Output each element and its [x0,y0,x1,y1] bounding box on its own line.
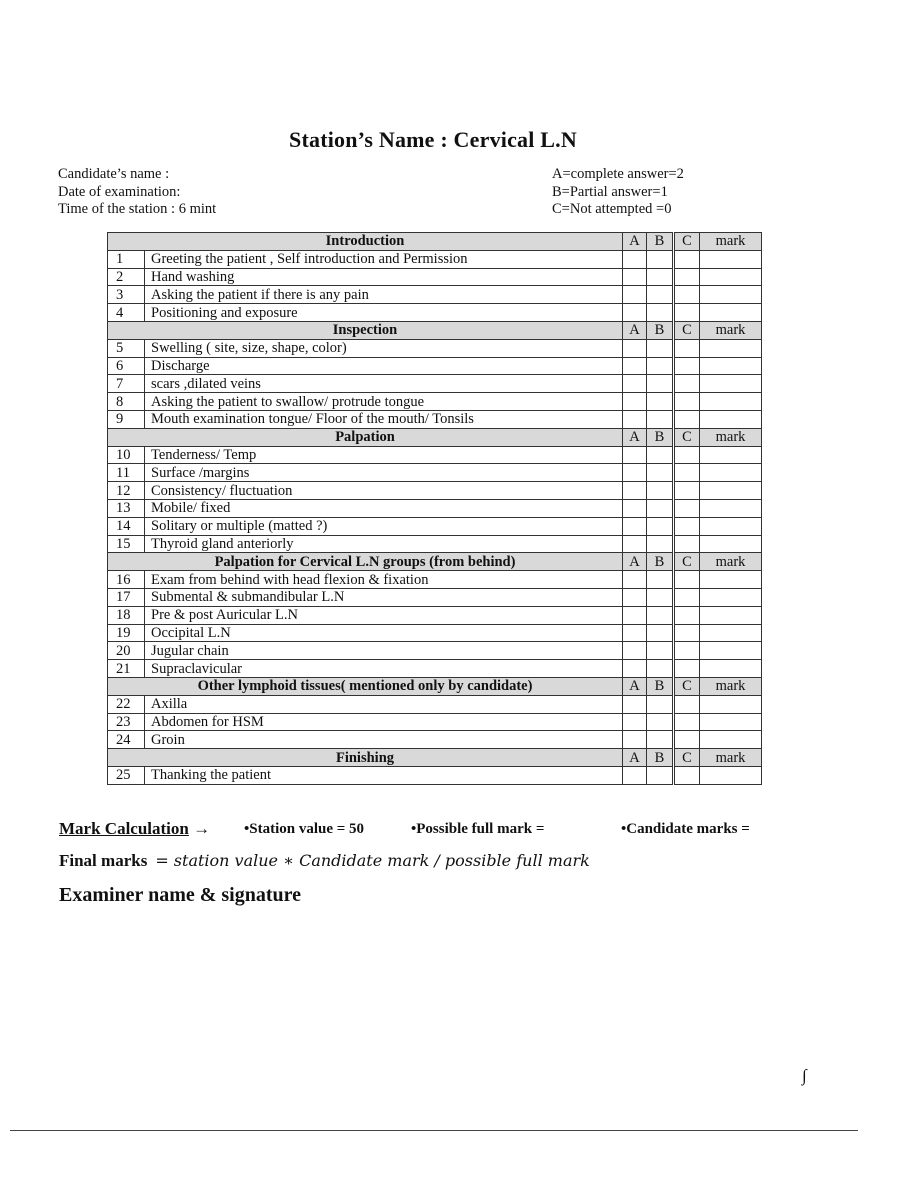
table-row [108,375,762,393]
score-cell-b[interactable] [647,286,674,304]
mark-cell[interactable] [700,588,762,606]
column-header-mark: mark [700,321,762,339]
table-row [108,642,762,660]
final-marks [59,851,590,871]
score-cell-c[interactable] [674,304,700,322]
score-cell-a[interactable] [623,286,647,304]
item-number: 15 [108,535,145,553]
column-header-a: A [623,749,647,767]
score-cell-c[interactable] [674,499,700,517]
score-cell-b[interactable] [647,375,674,393]
item-text: Thyroid gland anteriorly [145,535,623,553]
score-cell-b[interactable] [647,464,674,482]
final-marks-formula: = station value ∗ Candidate mark / possible full mark [155,851,590,870]
score-cell-b[interactable] [647,588,674,606]
station-value: •Station value = 50 [244,821,365,837]
table-row [108,482,762,500]
item-number: 2 [108,268,145,286]
score-cell-c[interactable] [674,482,700,500]
column-header-c: C [674,553,700,571]
score-cell-c[interactable] [674,286,700,304]
item-text: Surface /margins [145,464,623,482]
item-text: Groin [145,731,623,749]
mark-cell[interactable] [700,766,762,784]
score-cell-b[interactable] [647,766,674,784]
section-title: Palpation for Cervical L.N groups (from behind) [108,553,623,571]
candidate-info [58,166,216,219]
item-text: Positioning and exposure [145,304,623,322]
column-header-mark: mark [700,677,762,695]
score-cell-c[interactable] [674,464,700,482]
column-header-b: B [647,233,674,251]
table-row [108,393,762,411]
score-cell-a[interactable] [623,517,647,535]
column-header-a: A [623,321,647,339]
item-number: 24 [108,731,145,749]
score-cell-a[interactable] [623,410,647,428]
score-cell-c[interactable] [674,393,700,411]
score-cell-c[interactable] [674,517,700,535]
item-text: Hand washing [145,268,623,286]
item-number: 5 [108,339,145,357]
table-row [108,713,762,731]
mark-calculation-label: Mark Calculation [59,819,189,838]
item-number: 10 [108,446,145,464]
item-text: Asking the patient to swallow/ protrude tongue [145,393,623,411]
mark-cell[interactable] [700,339,762,357]
score-cell-b[interactable] [647,393,674,411]
score-cell-b[interactable] [647,571,674,589]
table-row [108,766,762,784]
item-number: 6 [108,357,145,375]
item-text: Tenderness/ Temp [145,446,623,464]
table-row [108,731,762,749]
score-cell-a[interactable] [623,499,647,517]
score-cell-a[interactable] [623,375,647,393]
mark-cell[interactable] [700,304,762,322]
score-cell-c[interactable] [674,250,700,268]
score-cell-b[interactable] [647,517,674,535]
table-row [108,517,762,535]
score-cell-a[interactable] [623,660,647,678]
score-cell-c[interactable] [674,731,700,749]
score-cell-b[interactable] [647,624,674,642]
section-header-row [108,749,762,767]
item-text: Jugular chain [145,642,623,660]
table-row [108,624,762,642]
table-row [108,695,762,713]
table-row [108,286,762,304]
column-header-c: C [674,677,700,695]
arrow-icon: → [188,819,211,838]
item-number: 11 [108,464,145,482]
item-number: 17 [108,588,145,606]
item-number: 1 [108,250,145,268]
section-header-row [108,553,762,571]
mark-cell[interactable] [700,482,762,500]
column-header-b: B [647,677,674,695]
score-cell-a[interactable] [623,624,647,642]
table-row [108,660,762,678]
score-cell-a[interactable] [623,731,647,749]
mark-cell[interactable] [700,660,762,678]
score-cell-b[interactable] [647,660,674,678]
item-number: 3 [108,286,145,304]
candidate-marks: •Candidate marks = [621,821,750,837]
table-row [108,410,762,428]
examiner-signature-label: Examiner name & signature [59,884,302,906]
item-text: Supraclavicular [145,660,623,678]
score-cell-b[interactable] [647,339,674,357]
item-text: Solitary or multiple (matted ?) [145,517,623,535]
score-cell-c[interactable] [674,660,700,678]
station-time-label: Time of the station : 6 mint [58,201,217,217]
score-cell-b[interactable] [647,606,674,624]
item-text: Discharge [145,357,623,375]
score-cell-b[interactable] [647,268,674,286]
score-cell-a[interactable] [623,695,647,713]
score-cell-b[interactable] [647,731,674,749]
column-header-a: A [623,677,647,695]
score-cell-a[interactable] [623,339,647,357]
score-cell-b[interactable] [647,446,674,464]
score-cell-c[interactable] [674,571,700,589]
table-row [108,464,762,482]
grade-a-key: A=complete answer=2 [552,166,684,182]
column-header-c: C [674,749,700,767]
mark-cell[interactable] [700,535,762,553]
table-row [108,357,762,375]
final-marks-label: Final marks [59,851,148,870]
score-cell-a[interactable] [623,482,647,500]
score-cell-b[interactable] [647,304,674,322]
score-cell-a[interactable] [623,446,647,464]
score-cell-c[interactable] [674,588,700,606]
mark-cell[interactable] [700,268,762,286]
score-cell-c[interactable] [674,375,700,393]
grade-c-key: C=Not attempted =0 [552,201,672,217]
score-cell-c[interactable] [674,713,700,731]
score-cell-a[interactable] [623,571,647,589]
item-number: 13 [108,499,145,517]
section-title: Inspection [108,321,623,339]
score-cell-b[interactable] [647,642,674,660]
mark-calculation [59,819,750,839]
footer-mark: ∫ [802,1066,807,1085]
item-number: 16 [108,571,145,589]
score-cell-c[interactable] [674,606,700,624]
checklist-table [107,232,762,785]
table-row [108,446,762,464]
item-text: Thanking the patient [145,766,623,784]
station-title: Station’s Name : Cervical L.N [289,127,577,152]
mark-cell[interactable] [700,731,762,749]
section-header-row [108,428,762,446]
mark-cell[interactable] [700,464,762,482]
item-number: 9 [108,410,145,428]
mark-cell[interactable] [700,695,762,713]
score-cell-c[interactable] [674,446,700,464]
item-text: scars ,dilated veins [145,375,623,393]
item-number: 12 [108,482,145,500]
section-title: Introduction [108,233,623,251]
mark-cell[interactable] [700,517,762,535]
score-cell-a[interactable] [623,250,647,268]
table-row [108,268,762,286]
column-header-a: A [623,553,647,571]
column-header-b: B [647,749,674,767]
score-cell-a[interactable] [623,713,647,731]
mark-cell[interactable] [700,357,762,375]
score-cell-c[interactable] [674,357,700,375]
mark-cell[interactable] [700,642,762,660]
score-cell-a[interactable] [623,393,647,411]
score-cell-a[interactable] [623,535,647,553]
table-row [108,339,762,357]
table-row [108,588,762,606]
score-cell-c[interactable] [674,339,700,357]
score-cell-c[interactable] [674,766,700,784]
mark-cell[interactable] [700,713,762,731]
score-cell-b[interactable] [647,357,674,375]
column-header-a: A [623,428,647,446]
mark-cell[interactable] [700,624,762,642]
item-number: 23 [108,713,145,731]
item-text: Mobile/ fixed [145,499,623,517]
table-row [108,304,762,322]
mark-cell[interactable] [700,375,762,393]
table-row [108,250,762,268]
item-number: 8 [108,393,145,411]
section-header-row [108,321,762,339]
column-header-c: C [674,428,700,446]
score-cell-a[interactable] [623,268,647,286]
candidate-name-label: Candidate’s name : [58,166,170,182]
column-header-mark: mark [700,428,762,446]
score-cell-c[interactable] [674,642,700,660]
score-cell-b[interactable] [647,250,674,268]
column-header-b: B [647,553,674,571]
score-cell-a[interactable] [623,606,647,624]
item-number: 22 [108,695,145,713]
column-header-mark: mark [700,233,762,251]
column-header-mark: mark [700,749,762,767]
section-title: Finishing [108,749,623,767]
mark-cell[interactable] [700,606,762,624]
mark-cell[interactable] [700,499,762,517]
score-cell-a[interactable] [623,766,647,784]
score-cell-c[interactable] [674,410,700,428]
item-number: 7 [108,375,145,393]
table-row [108,606,762,624]
mark-cell[interactable] [700,571,762,589]
score-cell-a[interactable] [623,588,647,606]
score-cell-b[interactable] [647,713,674,731]
section-title: Palpation [108,428,623,446]
score-cell-b[interactable] [647,695,674,713]
item-number: 21 [108,660,145,678]
score-cell-a[interactable] [623,642,647,660]
score-cell-b[interactable] [647,535,674,553]
item-text: Exam from behind with head flexion & fixation [145,571,623,589]
table-row [108,571,762,589]
grading-key [552,166,684,219]
exam-date-label: Date of examination: [58,183,181,200]
score-cell-b[interactable] [647,410,674,428]
score-cell-a[interactable] [623,464,647,482]
column-header-a: A [623,233,647,251]
column-header-c: C [674,233,700,251]
item-text: Submental & submandibular L.N [145,588,623,606]
item-text: Greeting the patient , Self introduction and Permission [145,250,623,268]
table-row [108,535,762,553]
grade-b-key: B=Partial answer=1 [552,183,668,200]
score-cell-b[interactable] [647,482,674,500]
section-header-row [108,233,762,251]
column-header-b: B [647,321,674,339]
item-text: Consistency/ fluctuation [145,482,623,500]
footer-divider [10,1130,858,1131]
possible-full-mark: •Possible full mark = [411,821,545,837]
item-text: Pre & post Auricular L.N [145,606,623,624]
item-number: 20 [108,642,145,660]
mark-cell[interactable] [700,286,762,304]
section-header-row [108,677,762,695]
item-text: Abdomen for HSM [145,713,623,731]
item-text: Axilla [145,695,623,713]
item-number: 19 [108,624,145,642]
item-number: 18 [108,606,145,624]
mark-cell[interactable] [700,410,762,428]
item-number: 4 [108,304,145,322]
mark-cell[interactable] [700,250,762,268]
mark-cell[interactable] [700,393,762,411]
score-cell-a[interactable] [623,304,647,322]
section-title: Other lymphoid tissues( mentioned only by candidate) [108,677,623,695]
table-row [108,499,762,517]
column-header-mark: mark [700,553,762,571]
item-number: 25 [108,766,145,784]
score-cell-b[interactable] [647,499,674,517]
item-text: Asking the patient if there is any pain [145,286,623,304]
mark-cell[interactable] [700,446,762,464]
column-header-c: C [674,321,700,339]
score-cell-c[interactable] [674,695,700,713]
score-cell-c[interactable] [674,624,700,642]
score-cell-c[interactable] [674,268,700,286]
item-text: Mouth examination tongue/ Floor of the mouth/ Tonsils [145,410,623,428]
column-header-b: B [647,428,674,446]
item-number: 14 [108,517,145,535]
item-text: Occipital L.N [145,624,623,642]
score-cell-c[interactable] [674,535,700,553]
item-text: Swelling ( site, size, shape, color) [145,339,623,357]
score-cell-a[interactable] [623,357,647,375]
